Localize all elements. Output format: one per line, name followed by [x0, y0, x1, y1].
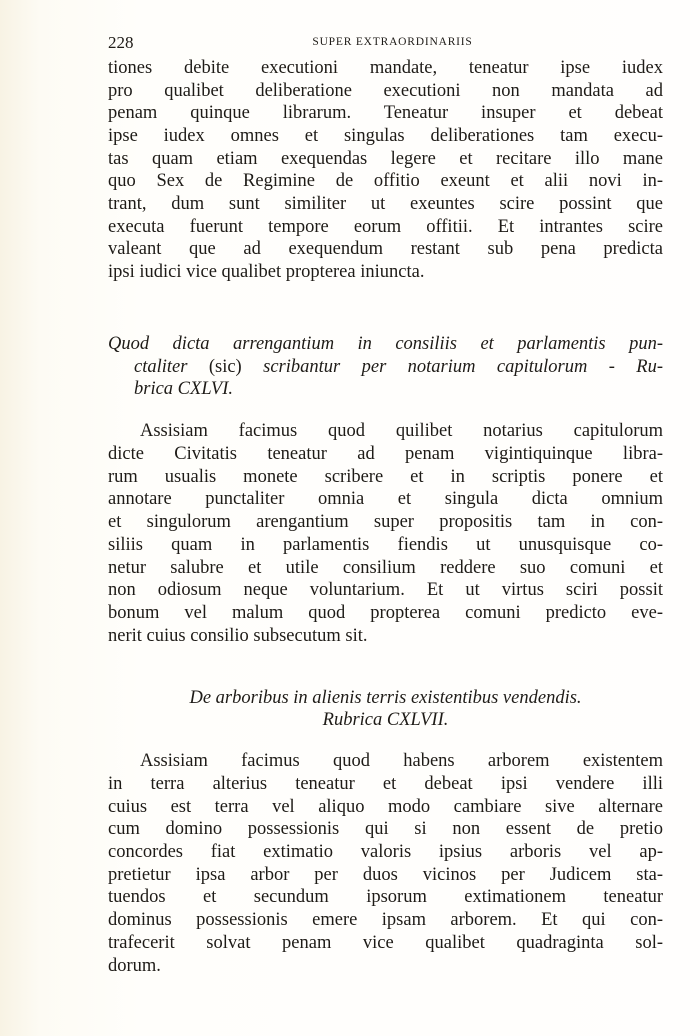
text-line: et singulorum arengantium super propositis tam in con- — [108, 512, 663, 532]
text-line: executa fuerunt tempore eorum offitii. Et intrantes scire — [108, 217, 663, 237]
text-line: valeant que ad exequendum restant sub pena predicta — [108, 239, 663, 259]
text-line: cuius est terra vel aliquo modo cambiare sive alternare — [108, 797, 663, 817]
running-head: SUPER EXTRAORDINARIIS — [312, 36, 473, 48]
text-line: ipse iudex omnes et singulas deliberationes tam execu- — [108, 126, 663, 146]
text-line: non odiosum neque voluntarium. Et ut virtus sciri possit — [108, 580, 663, 600]
text-line: annotare punctaliter omnia et singula dicta omnium — [108, 489, 663, 509]
text-line: tas quam etiam exequendas legere et recitare illo mane — [108, 149, 663, 169]
text-line: tiones debite executioni mandate, teneatur ipse iudex — [108, 58, 663, 78]
text-line: ipsi iudici vice qualibet propterea iniuncta. — [108, 262, 425, 282]
text-line: tuendos et secundum ipsorum extimationem teneatur — [108, 887, 663, 907]
sic-note: (sic) — [208, 357, 242, 377]
page-header — [108, 33, 663, 53]
text-line: pretietur ipsa arbor per duos vicinos per Judicem sta- — [108, 865, 663, 885]
text-line: dorum. — [108, 956, 161, 976]
text-line: trant, dum sunt similiter ut exeuntes scire possint que — [108, 194, 663, 214]
text-line: Assisiam facimus quod habens arborem existentem — [140, 751, 663, 771]
text-line: dominus possessionis emere ipsam arborem. Et qui con- — [108, 910, 663, 930]
text-line: nerit cuius consilio subsecutum sit. — [108, 626, 368, 646]
text-line: Assisiam facimus quod quilibet notarius capitulorum — [140, 421, 663, 441]
text-line: quo Sex de Regimine de offitio exeunt et alii novi in- — [108, 171, 663, 191]
text-line: siliis quam in parlamentis fiendis ut unusquisque co- — [108, 535, 663, 555]
text-line: pro qualibet deliberatione executioni non mandata ad — [108, 81, 663, 101]
text-line: netur salubre et utile consilium reddere suo comuni et — [108, 558, 663, 578]
text-line: in terra alterius teneatur et debeat ipsi vendere illi — [108, 774, 663, 794]
text-line: cum domino possessionis qui si non essent de pretio — [108, 819, 663, 839]
rubric-text: ctaliter — [134, 357, 188, 377]
text-line: penam quinque librarum. Teneatur insuper et debeat — [108, 103, 663, 123]
text-line: bonum vel malum quod propterea comuni predicto eve- — [108, 603, 663, 623]
rubric-text: scribantur per notarium capitulorum - Ru- — [263, 357, 664, 377]
text-line: dicte Civitatis teneatur ad penam vigintiquinque libra- — [108, 444, 663, 464]
text-line: trafecerit solvat penam vice qualibet quadraginta sol- — [108, 933, 663, 953]
rubric-line: De arboribus in alienis terris existentibus vendendis. — [189, 688, 582, 708]
rubric-line — [134, 356, 663, 378]
text-line: concordes fiat extimatio valoris ipsius arboris vel ap- — [108, 842, 663, 862]
page-number: 228 — [108, 33, 134, 52]
rubric-line: Quod dicta arrengantium in consiliis et parlamentis pun- — [108, 334, 663, 354]
text-line: rum usualis monete scribere et in scriptis ponere et — [108, 467, 663, 487]
rubric-line: brica CXLVI. — [134, 379, 234, 399]
rubric-line: Rubrica CXLVII. — [322, 710, 449, 730]
